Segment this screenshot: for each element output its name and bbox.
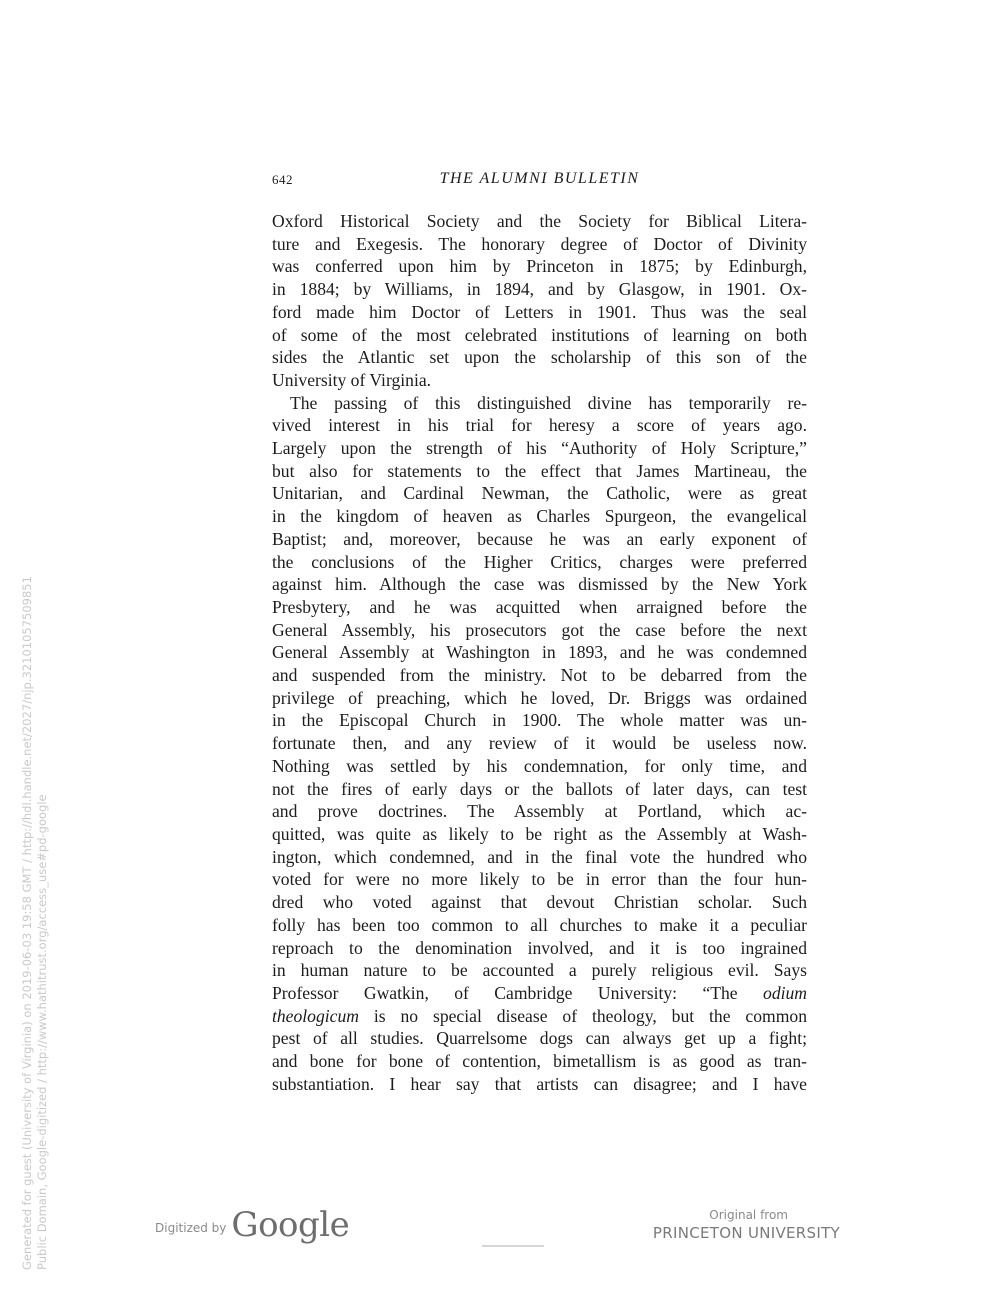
text-line: Baptist; and, moreover, because he was an early exponent of [272, 528, 807, 549]
quote-text: is no special disease of theology, but the common [358, 1005, 807, 1026]
text-line: Unitarian, and Cardinal Newman, the Catholic, were as great [272, 483, 807, 504]
journal-title: THE ALUMNI BULLETIN [439, 170, 640, 187]
text-line: Oxford Historical Society and the Society for Biblical Litera- [272, 211, 807, 231]
text-line: fortunate then, and any review of it would be useless now. [272, 733, 807, 754]
text-line: folly has been too common to all churches to make it a peculiar [272, 914, 807, 935]
original-from [640, 1208, 840, 1242]
watermark-line: Generated for guest (University of Virginia) on 2019-06-03 19:58 GMT / http://hdl.handle.net/2027/njp.32101057509851 [20, 576, 34, 1270]
text-line: was conferred upon him by Princeton in 1875; by Edinburgh, [272, 256, 807, 277]
italic-term: theologicum [272, 1005, 359, 1026]
italic-term: odium [763, 982, 807, 1003]
text-line: and bone for bone of contention, bimetallism is as good as tran- [272, 1051, 807, 1072]
text-line: General Assembly at Washington in 1893, and he was condemned [272, 642, 807, 663]
article-body [272, 210, 807, 1095]
text-line: but also for statements to the effect that James Martineau, the [272, 460, 807, 481]
quote-intro-text: Professor Gwatkin, of Cambridge University: “The [272, 982, 764, 1003]
quote-intro-line [272, 982, 807, 1005]
text-line: quitted, was quite as likely to be right as the Assembly at Wash- [272, 823, 807, 844]
text-line: voted for were no more likely to be in error than the four hun- [272, 869, 807, 890]
text-line: University of Virginia. [272, 369, 432, 390]
text-line: ington, which condemned, and in the final vote the hundred who [272, 846, 807, 867]
text-line: substantiation. I hear say that artists can disagree; and I have [272, 1073, 807, 1094]
text-line: in human nature to be accounted a purely religious evil. Says [272, 960, 807, 981]
text-line: in the Episcopal Church in 1900. The whole matter was un- [272, 710, 807, 731]
text-line: against him. Although the case was dismissed by the New York [272, 574, 807, 595]
text-line: reproach to the denomination involved, and it is too ingrained [272, 937, 807, 958]
running-head [272, 170, 807, 192]
text-line: General Assembly, his prosecutors got the case before the next [272, 619, 807, 640]
text-line: Presbytery, and he was acquitted when arraigned before the [272, 596, 807, 617]
google-logo: Google [231, 1205, 350, 1245]
text-line: in the kingdom of heaven as Charles Spurgeon, the evangelical [272, 506, 807, 527]
text-line: of some of the most celebrated institutions of learning on both [272, 324, 807, 345]
text-line: dred who voted against that devout Christian scholar. Such [272, 892, 807, 913]
paragraph [272, 210, 807, 392]
digitized-by-google [155, 1205, 349, 1245]
institution-name: PRINCETON UNIVERSITY [652, 1224, 840, 1242]
scan-artifact-line [482, 1245, 544, 1247]
text-line: and prove doctrines. The Assembly at Portland, which ac- [272, 801, 807, 822]
text-line: sides the Atlantic set upon the scholarship of this son of the [272, 347, 807, 368]
text-line: the conclusions of the Higher Critics, charges were preferred [272, 551, 807, 572]
text-line: The passing of this distinguished divine has temporarily re- [290, 392, 807, 413]
original-label: Original from [709, 1208, 788, 1222]
text-line: ford made him Doctor of Letters in 1901. Thus was the seal [272, 301, 807, 322]
hathitrust-watermark [20, 576, 50, 1270]
text-line: not the fires of early days or the ballots of later days, can test [272, 778, 807, 799]
text-line: vived interest in his trial for heresy a score of years ago. [272, 415, 807, 436]
text-line: ture and Exegesis. The honorary degree of Doctor of Divinity [272, 233, 807, 254]
text-line: and suspended from the ministry. Not to be debarred from the [272, 665, 807, 686]
quote-line [272, 1005, 807, 1028]
text-line: in 1884; by Williams, in 1894, and by Glasgow, in 1901. Ox- [272, 279, 807, 300]
digitized-label: Digitized by [155, 1221, 227, 1235]
text-line: Largely upon the strength of his “Authority of Holy Scripture,” [272, 438, 807, 459]
page-number: 642 [272, 172, 293, 187]
text-line: privilege of preaching, which he loved, Dr. Briggs was ordained [272, 687, 807, 708]
watermark-line: Public Domain, Google-digitized / http://www.hathitrust.org/access_use#pd-google [35, 794, 49, 1270]
text-line: pest of all studies. Quarrelsome dogs can always get up a fight; [272, 1028, 807, 1049]
paragraph [272, 392, 807, 1096]
text-line: Nothing was settled by his condemnation, for only time, and [272, 755, 807, 776]
